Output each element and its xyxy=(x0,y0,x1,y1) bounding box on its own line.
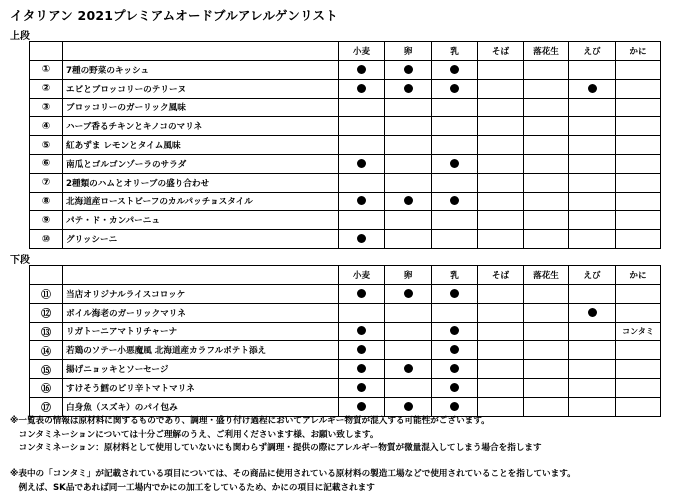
allergen-header: そば xyxy=(478,266,524,285)
contains-mark-icon xyxy=(357,345,366,354)
contains-mark-icon xyxy=(450,345,459,354)
allergen-cell xyxy=(616,285,661,304)
allergen-cell xyxy=(616,173,661,192)
contains-mark-icon xyxy=(357,289,366,298)
allergen-cell xyxy=(569,378,616,397)
table-row xyxy=(30,360,661,379)
table-row xyxy=(30,61,661,80)
allergen-cell xyxy=(385,322,432,341)
table-row xyxy=(30,322,661,341)
item-name: 紅あずま レモンとタイム風味 xyxy=(63,136,339,155)
contains-mark-icon xyxy=(450,364,459,373)
note-line: コンタミネーション：原材料として使用していないにも関わらず調理・提供の際にアレルギー物質が微量混入してしまう場合を指します xyxy=(10,443,542,453)
page-title: イタリアン 2021プレミアムオードブルアレルゲンリスト xyxy=(10,8,338,23)
allergen-cell xyxy=(569,397,616,416)
contains-mark-icon xyxy=(357,65,366,74)
allergen-cell xyxy=(569,79,616,98)
note-line: コンタミネーションについては十分ご理解のうえ、ご利用くださいます様、お願い致します。 xyxy=(10,430,379,440)
allergen-table-lower xyxy=(29,265,661,417)
contains-mark-icon xyxy=(404,289,413,298)
allergen-cell xyxy=(616,341,661,360)
header-name-cell xyxy=(63,42,339,61)
allergen-cell xyxy=(524,230,569,249)
allergen-header: 落花生 xyxy=(524,42,569,61)
allergen-cell xyxy=(478,230,524,249)
item-name: 7種の野菜のキッシュ xyxy=(63,61,339,80)
contains-mark-icon xyxy=(357,196,366,205)
allergen-cell xyxy=(569,303,616,322)
allergen-cell xyxy=(385,230,432,249)
item-number: ⑭ xyxy=(30,341,63,360)
table-row xyxy=(30,211,661,230)
allergen-cell xyxy=(385,61,432,80)
allergen-cell xyxy=(339,192,385,211)
note-line: ※一覧表の情報は原材料に関するものであり、調理・盛り付け過程においてアレルギー物質が混入する可能性がございます。 xyxy=(10,416,490,426)
allergen-cell xyxy=(478,397,524,416)
allergen-cell xyxy=(616,397,661,416)
allergen-header: 小麦 xyxy=(339,42,385,61)
allergen-cell xyxy=(569,192,616,211)
allergen-cell xyxy=(339,230,385,249)
allergen-cell xyxy=(524,211,569,230)
contains-mark-icon xyxy=(357,84,366,93)
item-name: 当店オリジナルライスコロッケ xyxy=(63,285,339,304)
allergen-cell xyxy=(478,79,524,98)
allergen-cell xyxy=(385,211,432,230)
contains-mark-icon xyxy=(357,364,366,373)
allergen-cell xyxy=(385,98,432,117)
allergen-cell xyxy=(569,285,616,304)
allergen-cell xyxy=(385,79,432,98)
contains-mark-icon xyxy=(450,383,459,392)
allergen-cell xyxy=(616,378,661,397)
allergen-cell xyxy=(478,341,524,360)
table-row xyxy=(30,154,661,173)
item-name: ブロッコリーのガーリック風味 xyxy=(63,98,339,117)
allergen-cell xyxy=(432,341,478,360)
allergen-header: 乳 xyxy=(432,266,478,285)
allergen-cell xyxy=(339,322,385,341)
allergen-cell xyxy=(569,211,616,230)
allergen-header: 小麦 xyxy=(339,266,385,285)
allergen-cell xyxy=(524,173,569,192)
allergen-header: 乳 xyxy=(432,42,478,61)
item-number: ⑫ xyxy=(30,303,63,322)
allergen-cell xyxy=(524,378,569,397)
allergen-cell xyxy=(478,360,524,379)
header-no-cell xyxy=(30,42,63,61)
allergen-cell xyxy=(616,230,661,249)
allergen-cell xyxy=(524,341,569,360)
item-number: ③ xyxy=(30,98,63,117)
allergen-cell xyxy=(339,61,385,80)
header-no-cell xyxy=(30,266,63,285)
allergen-cell xyxy=(569,173,616,192)
contains-mark-icon xyxy=(450,326,459,335)
table-row xyxy=(30,117,661,136)
allergen-cell xyxy=(432,173,478,192)
allergen-header: 卵 xyxy=(385,266,432,285)
allergen-cell xyxy=(339,378,385,397)
contains-mark-icon xyxy=(357,234,366,243)
allergen-header: えび xyxy=(569,266,616,285)
table-row xyxy=(30,98,661,117)
header-name-cell xyxy=(63,266,339,285)
allergen-cell xyxy=(569,154,616,173)
allergen-cell xyxy=(569,341,616,360)
allergen-cell xyxy=(339,154,385,173)
allergen-cell xyxy=(339,98,385,117)
allergen-cell xyxy=(524,397,569,416)
item-number: ⑤ xyxy=(30,136,63,155)
allergen-cell xyxy=(385,136,432,155)
allergen-cell xyxy=(569,61,616,80)
allergen-header: かに xyxy=(616,266,661,285)
allergen-cell xyxy=(569,360,616,379)
item-name: 2種類のハムとオリーブの盛り合わせ xyxy=(63,173,339,192)
allergen-cell xyxy=(478,61,524,80)
item-name: 南瓜とゴルゴンゾーラのサラダ xyxy=(63,154,339,173)
allergen-cell xyxy=(385,397,432,416)
item-number: ① xyxy=(30,61,63,80)
allergen-cell xyxy=(524,98,569,117)
allergen-cell xyxy=(385,154,432,173)
allergen-cell xyxy=(616,322,661,341)
allergen-cell xyxy=(339,79,385,98)
item-name: 白身魚（スズキ）のパイ包み xyxy=(63,397,339,416)
allergen-cell xyxy=(524,154,569,173)
allergen-cell xyxy=(478,192,524,211)
allergen-cell xyxy=(432,136,478,155)
allergen-cell xyxy=(432,117,478,136)
table-row xyxy=(30,303,661,322)
allergen-cell xyxy=(616,303,661,322)
allergen-cell xyxy=(569,117,616,136)
allergen-cell xyxy=(432,211,478,230)
allergen-cell xyxy=(385,192,432,211)
allergen-cell xyxy=(339,173,385,192)
allergen-cell xyxy=(339,136,385,155)
allergen-header: 落花生 xyxy=(524,266,569,285)
allergen-cell xyxy=(339,211,385,230)
item-number: ④ xyxy=(30,117,63,136)
allergen-cell xyxy=(524,303,569,322)
allergen-cell xyxy=(478,154,524,173)
allergen-cell xyxy=(524,136,569,155)
allergen-table-upper xyxy=(29,41,661,249)
contains-mark-icon xyxy=(450,196,459,205)
allergen-cell xyxy=(524,117,569,136)
allergen-cell xyxy=(478,136,524,155)
section-label-upper: 上段 xyxy=(10,31,30,42)
item-number: ⑩ xyxy=(30,230,63,249)
upper-table-body xyxy=(30,42,661,249)
allergen-cell xyxy=(385,117,432,136)
allergen-cell xyxy=(524,322,569,341)
table-row xyxy=(30,285,661,304)
item-name: リガトーニアマトリチャーナ xyxy=(63,322,339,341)
allergen-cell xyxy=(432,303,478,322)
allergen-cell xyxy=(339,360,385,379)
contains-mark-icon xyxy=(404,65,413,74)
allergen-cell xyxy=(524,61,569,80)
allergen-cell xyxy=(524,285,569,304)
contains-mark-icon xyxy=(450,289,459,298)
contains-mark-icon xyxy=(404,84,413,93)
table-row xyxy=(30,192,661,211)
table-row xyxy=(30,173,661,192)
allergen-cell xyxy=(478,98,524,117)
allergen-cell xyxy=(616,360,661,379)
contains-mark-icon xyxy=(588,308,597,317)
table-header-row xyxy=(30,266,661,285)
item-name: グリッシーニ xyxy=(63,230,339,249)
item-name: ハーブ香るチキンとキノコのマリネ xyxy=(63,117,339,136)
allergen-cell xyxy=(385,303,432,322)
item-number: ⑬ xyxy=(30,322,63,341)
allergen-header: 卵 xyxy=(385,42,432,61)
allergen-cell xyxy=(478,378,524,397)
allergen-cell xyxy=(478,322,524,341)
item-number: ⑰ xyxy=(30,397,63,416)
allergen-cell xyxy=(432,154,478,173)
allergen-cell xyxy=(524,360,569,379)
allergen-cell xyxy=(524,79,569,98)
contains-mark-icon xyxy=(404,402,413,411)
contains-mark-icon xyxy=(450,402,459,411)
table-header-row xyxy=(30,42,661,61)
allergen-cell xyxy=(616,192,661,211)
allergen-header: そば xyxy=(478,42,524,61)
allergen-cell xyxy=(569,322,616,341)
allergen-cell xyxy=(339,341,385,360)
allergen-cell xyxy=(385,360,432,379)
allergen-cell xyxy=(616,98,661,117)
item-name: 北海道産ローストビーフのカルパッチョスタイル xyxy=(63,192,339,211)
allergen-cell xyxy=(569,98,616,117)
contains-mark-icon xyxy=(404,364,413,373)
allergen-cell xyxy=(616,211,661,230)
allergen-cell xyxy=(339,117,385,136)
item-name: ボイル海老のガーリックマリネ xyxy=(63,303,339,322)
contains-mark-icon xyxy=(588,84,597,93)
lower-table-body xyxy=(30,266,661,417)
table-row xyxy=(30,136,661,155)
allergen-cell xyxy=(385,173,432,192)
contains-mark-icon xyxy=(450,65,459,74)
allergen-cell xyxy=(432,378,478,397)
item-name: 若鶏のソテー小悪魔風 北海道産カラフルポテト添え xyxy=(63,341,339,360)
contains-mark-icon xyxy=(357,159,366,168)
allergen-cell xyxy=(432,285,478,304)
allergen-cell xyxy=(478,285,524,304)
allergen-cell xyxy=(432,360,478,379)
allergen-cell xyxy=(616,79,661,98)
item-number: ⑥ xyxy=(30,154,63,173)
item-number: ⑮ xyxy=(30,360,63,379)
allergen-cell xyxy=(432,61,478,80)
allergen-cell xyxy=(432,230,478,249)
allergen-cell xyxy=(339,303,385,322)
table-row xyxy=(30,230,661,249)
contains-mark-icon xyxy=(357,402,366,411)
allergen-cell xyxy=(339,397,385,416)
section-label-lower: 下段 xyxy=(10,255,30,266)
note-line: ※表中の「コンタミ」が記載されている項目については、その商品に使用されている原材料の製造工場などで使用されていることを指しています。 xyxy=(10,469,576,479)
table-row xyxy=(30,79,661,98)
allergen-cell xyxy=(478,211,524,230)
allergen-cell xyxy=(478,303,524,322)
contamination-label: コンタミ xyxy=(622,326,654,336)
allergen-cell xyxy=(385,341,432,360)
contains-mark-icon xyxy=(450,159,459,168)
allergen-cell xyxy=(432,397,478,416)
item-name: パテ・ド・カンパーニュ xyxy=(63,211,339,230)
allergen-cell xyxy=(385,285,432,304)
item-name: 揚げニョッキとソーセージ xyxy=(63,360,339,379)
allergen-cell xyxy=(339,285,385,304)
allergen-cell xyxy=(616,61,661,80)
allergen-cell xyxy=(478,173,524,192)
contains-mark-icon xyxy=(450,84,459,93)
item-number: ⑧ xyxy=(30,192,63,211)
table-row xyxy=(30,397,661,416)
item-number: ⑨ xyxy=(30,211,63,230)
allergen-cell xyxy=(524,192,569,211)
contains-mark-icon xyxy=(404,196,413,205)
allergen-cell xyxy=(569,230,616,249)
item-name: エビとブロッコリーのテリーヌ xyxy=(63,79,339,98)
allergen-cell xyxy=(478,117,524,136)
allergen-cell xyxy=(432,192,478,211)
allergen-cell xyxy=(432,322,478,341)
allergen-cell xyxy=(385,378,432,397)
item-name: すけそう鱈のピリ辛トマトマリネ xyxy=(63,378,339,397)
table-row xyxy=(30,378,661,397)
item-number: ⑪ xyxy=(30,285,63,304)
item-number: ⑦ xyxy=(30,173,63,192)
contains-mark-icon xyxy=(357,326,366,335)
allergen-cell xyxy=(616,117,661,136)
allergen-cell xyxy=(616,136,661,155)
note-line: 例えば、SK品であれば同一工場内でかにの加工をしているため、かにの項目に記載されます xyxy=(10,483,375,493)
allergen-cell xyxy=(569,136,616,155)
table-row xyxy=(30,341,661,360)
allergen-cell xyxy=(616,154,661,173)
allergen-cell xyxy=(432,79,478,98)
allergen-header: かに xyxy=(616,42,661,61)
allergen-cell xyxy=(432,98,478,117)
allergen-header: えび xyxy=(569,42,616,61)
contains-mark-icon xyxy=(357,383,366,392)
item-number: ② xyxy=(30,79,63,98)
item-number: ⑯ xyxy=(30,378,63,397)
